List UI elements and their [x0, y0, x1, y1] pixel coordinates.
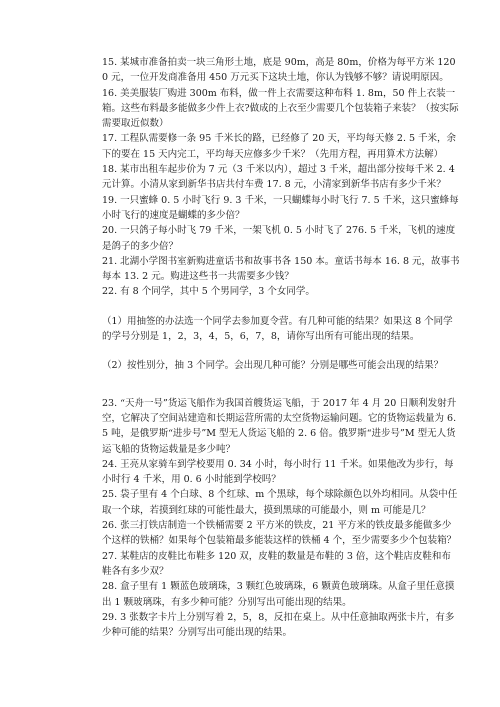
problem-18: 18. 某市出租车起步价为 7 元（3 千米以内），超过 3 千米，超出部分按每千米 2. 4 元计算。小清从家到新华书店共付车费 17. 8 元，小清家到新华书店有多少千米？ — [102, 164, 455, 191]
problem-25: 25. 袋子里有 4 个白球、8 个红球、m 个黑球，每个球除颜色以外均相同。从袋中任取一个球，若摸到红球的可能性最大，摸到黑球的可能最小，则 m 可能是几？ — [102, 489, 458, 516]
problem-16: 16. 美美服装厂购进 300m 布料，做一件上衣需要这种布料 1. 8m，50 件上衣装一箱。这些布料最多能做多少件上衣?做成的上衣至少需要几个包装箱子来装？（按实际需要取近似数） — [102, 87, 459, 130]
problem-17: 17. 工程队需要修一条 95 千米长的路，已经修了 20 天，平均每天修 2. 5 千米，余下的要在 15 天内完工，平均每天应修多少千米？（先用方程，再用算术方法解） — [102, 133, 457, 160]
problem-29: 29. 3 张数字卡片上分别写着 2，5，8，反扣在桌上。从中任意抽取两张卡片，有多少种可能的结果？分别写出可能出现的结果。 — [102, 611, 455, 639]
problem-28: 28. 盒子里有 1 颗蓝色玻璃珠，3 颗红色玻璃珠，6 颗黄色玻璃珠。从盒子里任意摸出 1 颗玻璃珠，有多少种可能？分别写出可能出现的结果。 — [102, 581, 455, 608]
problem-27: 27. 某鞋店的皮鞋比布鞋多 120 双，皮鞋的数量是布鞋的 3 倍，这个鞋店皮鞋和布鞋各有多少双？ — [102, 550, 451, 577]
problem-22: 22. 有 8 个同学，其中 5 个男同学，3 个女同学。 — [102, 286, 315, 298]
problem-15: 15. 某城市准备拍卖一块三角形土地，底是 90m，高是 80m，价格为每平方米 1200 元，一位开发商准备用 450 万元买下这块土地，你认为钱够不够？请说明原因。 — [102, 57, 456, 84]
problem-26: 26. 张三打铁店制造一个铁桶需要 2 平方米的铁皮，21 平方米的铁皮最多能做多少个这样的铁桶？如果每个包装箱最多能装这样的铁桶 4 个，至少需要多少个包装箱？ — [102, 520, 457, 547]
problem-23: 23. “天舟一号”货运飞船作为我国首艘货运飞船，于 2017 年 4 月 20 日顺利发射升空，它解决了空间站建造和长期运营所需的太空货物运输问题。它的货物运载量为 6. 5 吨，是俄罗斯“进步号”M 型无人货运飞船的 2. 6 倍。俄罗斯“进步号”M 型无人货运飞船的货物运载量是多少吨？ — [102, 397, 457, 455]
problem-20: 20. 一只鸽子每小时飞 79 千米，一架飞机 0. 5 小时飞了 276. 5 千米，飞机的速度是鸽子的多少倍？ — [102, 225, 456, 252]
problem-22-part-2: （2）按性别分，抽 3 个同学。会出现几种可能？分别是哪些可能会出现的结果？ — [102, 360, 444, 372]
problem-21: 21. 北湖小学图书室新购进童话书和故事书各 150 本。童话书每本 16. 8 元，故事书每本 13. 2 元。购进这些书一共需要多少钱？ — [102, 255, 460, 283]
problem-19: 19. 一只蜜蜂 0. 5 小时飞行 9. 3 千米，一只蝴蝶每小时飞行 7. 5 千米，这只蜜蜂每小时飞行的速度是蝴蝶的多少倍？ — [102, 194, 459, 221]
problem-22-part-1: （1）用抽签的办法选一个同学去参加夏令营。有几种可能的结果？如果这 8 个同学的学号分别是 1，2，3，4，5，6，7，8，请你写出所有可能出现的结果。 — [102, 315, 453, 343]
problem-24: 24. 王亮从家骑车到学校要用 0. 34 小时，每小时行 11 千米。如果他改为步行，每小时行 4 千米，用 0. 6 小时能到学校吗？ — [102, 458, 454, 486]
